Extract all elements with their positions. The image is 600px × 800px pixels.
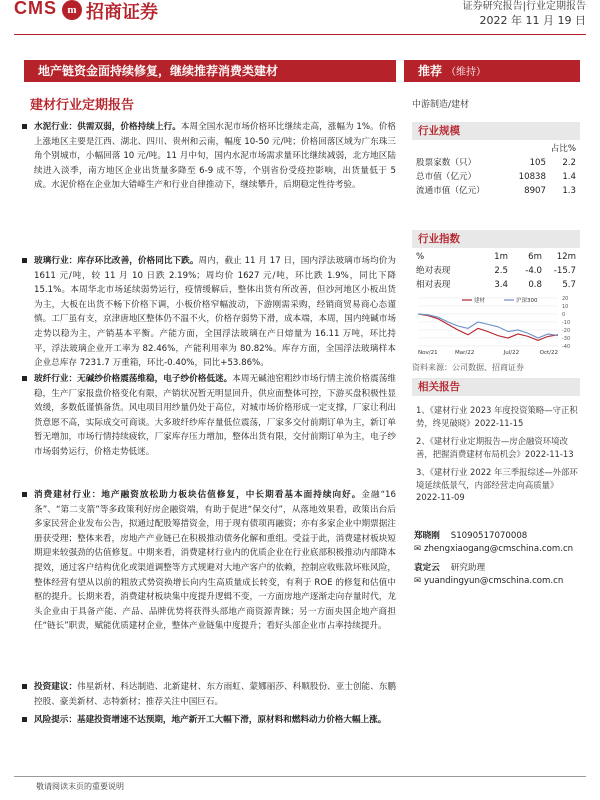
index-section-header: 行业指数 [412, 230, 580, 248]
list-item[interactable]: 1、《建材行业 2023 年度投资策略—守正积势，终见破晓》2022-11-15 [416, 405, 578, 428]
row-value: 10838 [518, 172, 546, 182]
analyst-block [414, 530, 580, 588]
row-label: 相对表现 [416, 280, 451, 290]
table-row [416, 184, 576, 198]
y-tick-label: 0 [562, 312, 566, 318]
row-value: 8907 [524, 186, 546, 196]
header-divider [14, 34, 586, 35]
y-tick-label: -40 [562, 344, 571, 350]
bullet-icon [22, 124, 27, 129]
legend-label: 建材 [474, 298, 486, 304]
rating-banner [404, 60, 580, 82]
analyst-code: S1090517070008 [450, 531, 528, 541]
paragraph-glass [34, 254, 396, 371]
col-header: 6m [528, 252, 542, 262]
bullet-icon [22, 717, 27, 722]
paragraph-lead: 投资建议： [34, 682, 78, 692]
rating-sub: （维持） [446, 67, 487, 78]
email-icon: ✉ [414, 576, 422, 586]
table-row [416, 170, 576, 184]
report-date: 2022 年 11 月 19 日 [479, 14, 586, 27]
col-header: % [416, 252, 425, 262]
analyst-name: 袁定云 [414, 563, 440, 573]
row-value: -15.7 [553, 266, 576, 276]
row-value: 3.4 [494, 280, 508, 290]
index-header-row [416, 250, 576, 264]
x-tick-label: Mar/22 [455, 350, 475, 356]
report-title: 地产链资金面持续修复，继续推荐消费类建材 [38, 64, 279, 78]
paragraph-lead: 玻璃行业：库存环比改善，价格同比下跌。 [34, 256, 199, 266]
paragraph-text: 伟星新材、科达制造、北新建材、东方雨虹、蒙娜丽莎、科顺股份、亚士创能、东鹏控股、豪美新材、志特新材；推荐关注中国巨石。 [34, 682, 396, 707]
index-table [416, 250, 576, 292]
row-label: 股票家数（只） [416, 158, 477, 168]
row-value: 105 [529, 158, 546, 168]
report-type: 证券研究报告|行业定期报告 [462, 1, 586, 12]
related-reports-list [416, 404, 578, 510]
paragraph-investment [34, 680, 396, 709]
paragraph-lead: 玻纤行业：无碱纱价格震荡维稳，电子纱价格低迷。 [34, 374, 233, 384]
bullet-icon [22, 258, 27, 263]
table-row [416, 278, 576, 292]
paragraph-text: 本周全国水泥市场价格环比继续走高，涨幅为 1%。价格上涨地区主要是江西、湖北、四川、贵州和云南，幅度 10-50 元/吨；价格回落区域为广东珠三角个别城市，小幅回落 10 元/吨。11 月中旬，国内水泥市场需求量环比继续减弱，北方地区陆续进入淡季，南方地区企业出货量多降至 6-9 成不等，个别省份受疫控影响，出货量低于 5 成。水泥价格在企业加大错峰生产和行业自律推动下，继续攀升，后期稳定性待考验。 [34, 122, 396, 191]
analyst-name: 郑晓刚 [414, 531, 440, 541]
related-section-header: 相关报告 [412, 378, 580, 396]
y-tick-label: 10 [562, 304, 569, 310]
analyst-email[interactable]: yuandingyun@cmschina.com.cn [423, 576, 564, 586]
scale-table [416, 142, 576, 198]
row-pct: 1.4 [562, 172, 576, 182]
paragraph-risk [34, 713, 396, 728]
scale-unit-header: 占比% [550, 144, 576, 154]
x-tick-label: Jul/22 [503, 350, 520, 356]
footer-note: 敬请阅读末页的重要说明 [36, 782, 124, 791]
x-tick-label: Oct/22 [539, 350, 558, 356]
analyst-code: 研究助理 [450, 563, 486, 573]
bullet-icon [22, 492, 27, 497]
series-line-1 [418, 314, 558, 338]
y-tick-label: 20 [562, 296, 569, 302]
email-icon: ✉ [414, 544, 422, 554]
paragraph-lead: 消费建材行业：地产融资放松助力板块估值修复，中长期看基本面持续向好。 [34, 490, 362, 500]
col-header: 1m [494, 252, 508, 262]
row-value: 2.5 [494, 266, 508, 276]
paragraph-lead: 风险提示：基建投资增速不达预期，地产新开工大幅下滑，原材料和燃料动力价格大幅上涨。 [34, 715, 387, 725]
bullet-icon [22, 376, 27, 381]
rating: 推荐 [418, 64, 443, 78]
paragraph-lead: 水泥行业：供需双弱，价格持续上行。 [34, 122, 181, 132]
row-pct: 1.3 [562, 186, 576, 196]
footer-divider [14, 776, 586, 777]
list-item[interactable]: 3、《建材行业 2022 年三季报综述—外部环境延续低景气，内部经营走向高质量》2022-11-09 [416, 467, 578, 502]
row-pct: 2.2 [562, 158, 576, 168]
industry-category: 中游制造/建材 [412, 100, 470, 110]
paragraph-consumer-materials [34, 488, 396, 634]
logo-cms: CMS [14, 0, 57, 18]
row-value: -4.0 [525, 266, 542, 276]
row-label: 流通市值（亿元） [416, 186, 485, 196]
table-row [416, 264, 576, 278]
report-title-banner [24, 60, 396, 82]
logo-chinese-name: 招商证券 [86, 2, 158, 23]
scale-section-header: 行业规模 [412, 122, 580, 140]
row-label: 总市值（亿元） [416, 172, 477, 182]
paragraph-text: 金融“16 条”、“第二支箭”等多政策利好房企融资端，有助于促进“保交付”，从落地效果看，政策出台后多家民营企业发布公告，拟通过配股筹措资金，用于现有债项再融资；亦有多家企业中期票据注册获受理；整体来看，房地产产业链已在积极推动债务化解和重组。受益于此，消费建材板块短期迎来较强劲的估值修复。中期来看，消费建材行业内的优质企业在行业底部积极推动内部降本提效，通过客户结构优化或渠道调整等方式规避对大地产客户的依赖，控制应收账款坏账风险，整体经营有望从以前的粗放式势资换增长向内生高质量成长转变，有利于 ROE 的修复和估值中枢的提升。长期来看，消费建材板块集中度提升逻辑不变，一方面房地产逐渐走向存量时代，龙头企业由于具备产能、产品、品牌优势将获得头部地产商资源青睐；另一方面央国企地产商担任“链长”职责，赋能优质建材企业，整体产业链集中度提升；看好头部企业市占率持续提升。 [34, 490, 396, 632]
y-tick-label: -10 [562, 320, 571, 326]
y-tick-label: -30 [562, 336, 571, 342]
index-line-chart [412, 292, 580, 358]
header-info [463, 0, 586, 28]
paragraph-text: 本周无碱池窑粗纱市场行情主流价格震荡维稳，生产厂家报盘价格变化有限，产销状况暂无明显回升，供应面整体可控，下游买盘积极性显效缓，多数低谨慎备货。风电项目用纱量仍处于高位，对城市场价格形成一定支撑，厂家让利出货意愿不高，实际成交可商谈。大多玻纤纱库存量低位震荡，厂家多交付前期订单为主，新订单暂无增加，市场行情持续疲软，厂家库存压力增加，整体出货有限，交付前期订单为主，电子纱市场弱势运行，价格走势低迷。 [34, 374, 396, 457]
row-value: 5.7 [562, 280, 576, 290]
row-label: 绝对表现 [416, 266, 451, 276]
analyst-email[interactable]: zhengxiaogang@cmschina.com.cn [423, 544, 574, 554]
row-value: 0.8 [528, 280, 542, 290]
logo-circle-icon: m [62, 0, 82, 20]
y-tick-label: -20 [562, 328, 571, 334]
legend-label: 沪深300 [516, 298, 538, 304]
col-header: 12m [556, 252, 576, 262]
paragraph-fiberglass [34, 372, 396, 460]
report-subtitle: 建材行业定期报告 [30, 98, 135, 113]
chart-source: 资料来源：公司数据、招商证券 [412, 363, 524, 372]
bullet-icon [22, 684, 27, 689]
company-logo [14, 0, 214, 22]
paragraph-text: 周内，截止 11 月 17 日，国内浮法玻璃市场均价为 1611 元/吨，较 11 月 10 日跌 2.19%；周均价 1627 元/吨，环比跌 1.9%，同比下降 15.1%。本周华北市场延续弱势运行，疫情缓解后，整体出货有所改善，但沙河地区小板出货为主，大板在出货不畅下价格下调，小板价格窄幅波动，下游刚需采购，经销商贸易商心态谨慎。工厂虽有支，京津唐地区整体仍不温不火，价格存弱势下滑，成本端，本周，国内纯碱市场走势以稳为主，产销基本平衡。产能方面，全国浮法玻璃在产日熔量为 16.11 万吨，环比持平，浮法玻璃企业开工率为 82.46%，产能利用率为 80.82%。库存方面，全国浮法玻璃样本企业总库存 7231.7 万重箱，环比-0.40%，同比+53.86%。 [34, 256, 396, 369]
table-row [416, 156, 576, 170]
x-tick-label: Nov/21 [418, 350, 438, 356]
list-item[interactable]: 2、《建材行业定期报告—房企融资环境改善，把握消费建材布局机会》2022-11-13 [416, 436, 574, 459]
paragraph-cement [34, 120, 396, 193]
scale-header-row [416, 142, 576, 156]
